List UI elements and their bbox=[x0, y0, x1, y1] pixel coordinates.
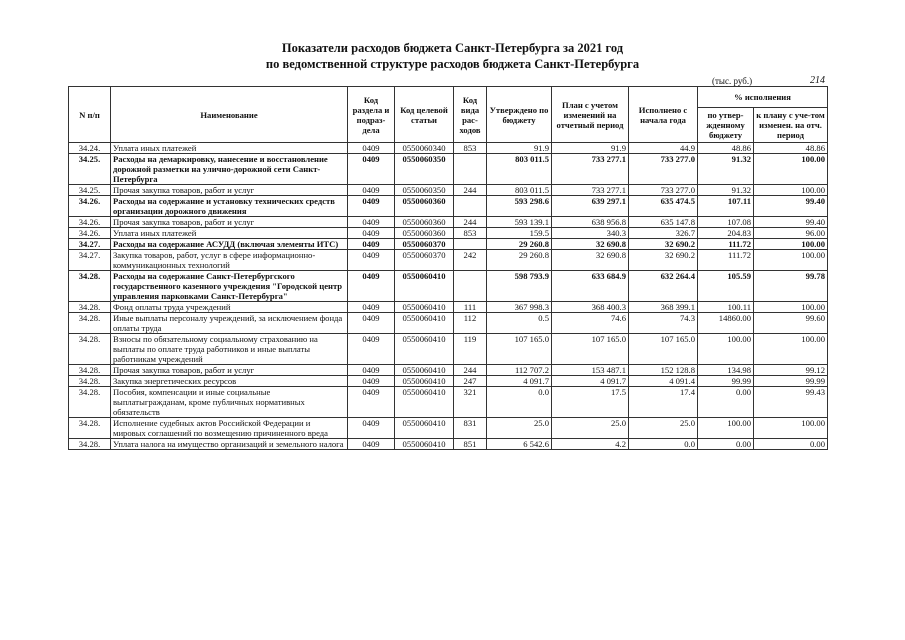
row-target-code: 0550060340 bbox=[395, 143, 454, 154]
row-pct-plan: 96.00 bbox=[754, 228, 828, 239]
row-pct-plan: 100.00 bbox=[754, 418, 828, 439]
row-pct-plan: 99.40 bbox=[754, 196, 828, 217]
col-header-plan: План с учетом изменений на отчетный период bbox=[552, 87, 629, 143]
row-pct-approved: 0.00 bbox=[698, 439, 754, 450]
row-pct-plan: 48.86 bbox=[754, 143, 828, 154]
row-pct-approved: 204.83 bbox=[698, 228, 754, 239]
row-pct-approved: 100.11 bbox=[698, 302, 754, 313]
row-section-code: 0409 bbox=[348, 365, 395, 376]
row-type-code: 851 bbox=[454, 439, 487, 450]
col-header-pct-plan: к плану с уче-том изменен. на отч. период bbox=[754, 108, 828, 143]
table-header bbox=[69, 87, 828, 143]
table-row bbox=[69, 271, 828, 302]
row-plan: 4 091.7 bbox=[552, 376, 629, 387]
row-pct-approved: 91.32 bbox=[698, 154, 754, 185]
row-executed: 733 277.0 bbox=[629, 154, 698, 185]
row-executed: 107 165.0 bbox=[629, 334, 698, 365]
row-pct-approved: 14860.00 bbox=[698, 313, 754, 334]
row-pct-approved: 100.00 bbox=[698, 418, 754, 439]
row-num: 34.28. bbox=[69, 271, 111, 302]
row-target-code: 0550060350 bbox=[395, 185, 454, 196]
row-target-code: 0550060360 bbox=[395, 217, 454, 228]
row-plan: 91.9 bbox=[552, 143, 629, 154]
row-approved: 112 707.2 bbox=[487, 365, 552, 376]
row-pct-plan: 100.00 bbox=[754, 250, 828, 271]
row-type-code: 244 bbox=[454, 217, 487, 228]
row-plan: 633 684.9 bbox=[552, 271, 629, 302]
row-plan: 32 690.8 bbox=[552, 250, 629, 271]
col-header-target: Код целевой статьи bbox=[395, 87, 454, 143]
row-num: 34.27. bbox=[69, 250, 111, 271]
row-type-code: 119 bbox=[454, 334, 487, 365]
row-approved: 0.0 bbox=[487, 387, 552, 418]
col-header-name: Наименование bbox=[111, 87, 348, 143]
row-pct-approved: 100.00 bbox=[698, 334, 754, 365]
row-num: 34.28. bbox=[69, 418, 111, 439]
row-section-code: 0409 bbox=[348, 196, 395, 217]
row-section-code: 0409 bbox=[348, 376, 395, 387]
row-plan: 32 690.8 bbox=[552, 239, 629, 250]
row-target-code: 0550060410 bbox=[395, 439, 454, 450]
row-name: Прочая закупка товаров, работ и услуг bbox=[111, 217, 348, 228]
row-executed: 326.7 bbox=[629, 228, 698, 239]
row-plan: 4.2 bbox=[552, 439, 629, 450]
row-num: 34.24. bbox=[69, 143, 111, 154]
row-executed: 632 264.4 bbox=[629, 271, 698, 302]
col-header-pct-group: % исполнения bbox=[698, 87, 828, 108]
row-name: Исполнение судебных актов Российской Федерации и мировых соглашений по возмещению причиненного вреда bbox=[111, 418, 348, 439]
row-num: 34.26. bbox=[69, 217, 111, 228]
row-section-code: 0409 bbox=[348, 418, 395, 439]
row-pct-approved: 111.72 bbox=[698, 250, 754, 271]
table-row bbox=[69, 217, 828, 228]
row-plan: 25.0 bbox=[552, 418, 629, 439]
row-name: Пособия, компенсации и иные социальные выплатыгражданам, кроме публичных нормативных обязательств bbox=[111, 387, 348, 418]
col-header-num: N п/п bbox=[69, 87, 111, 143]
row-executed: 152 128.8 bbox=[629, 365, 698, 376]
row-executed: 0.0 bbox=[629, 439, 698, 450]
row-target-code: 0550060410 bbox=[395, 334, 454, 365]
row-name: Закупка энергетических ресурсов bbox=[111, 376, 348, 387]
row-approved: 803 011.5 bbox=[487, 185, 552, 196]
row-pct-plan: 100.00 bbox=[754, 239, 828, 250]
row-executed: 17.4 bbox=[629, 387, 698, 418]
row-section-code: 0409 bbox=[348, 439, 395, 450]
row-executed: 635 147.8 bbox=[629, 217, 698, 228]
row-target-code: 0550060350 bbox=[395, 154, 454, 185]
row-approved: 803 011.5 bbox=[487, 154, 552, 185]
row-plan: 74.6 bbox=[552, 313, 629, 334]
table-row bbox=[69, 418, 828, 439]
row-approved: 159.5 bbox=[487, 228, 552, 239]
col-header-executed: Исполнено с начала года bbox=[629, 87, 698, 143]
row-type-code bbox=[454, 239, 487, 250]
row-name: Расходы на содержание АСУДД (включая элементы ИТС) bbox=[111, 239, 348, 250]
row-type-code: 242 bbox=[454, 250, 487, 271]
table-row bbox=[69, 387, 828, 418]
row-target-code: 0550060370 bbox=[395, 239, 454, 250]
row-num: 34.25. bbox=[69, 154, 111, 185]
row-approved: 4 091.7 bbox=[487, 376, 552, 387]
row-approved: 91.9 bbox=[487, 143, 552, 154]
row-section-code: 0409 bbox=[348, 228, 395, 239]
row-type-code: 321 bbox=[454, 387, 487, 418]
row-executed: 25.0 bbox=[629, 418, 698, 439]
row-pct-approved: 48.86 bbox=[698, 143, 754, 154]
table-row bbox=[69, 196, 828, 217]
col-header-approved: Утверждено по бюджету bbox=[487, 87, 552, 143]
row-approved: 593 139.1 bbox=[487, 217, 552, 228]
row-pct-plan: 100.00 bbox=[754, 154, 828, 185]
row-num: 34.28. bbox=[69, 313, 111, 334]
row-section-code: 0409 bbox=[348, 217, 395, 228]
row-name: Уплата иных платежей bbox=[111, 143, 348, 154]
row-pct-approved: 0.00 bbox=[698, 387, 754, 418]
row-plan: 107 165.0 bbox=[552, 334, 629, 365]
row-type-code: 244 bbox=[454, 365, 487, 376]
row-pct-plan: 0.00 bbox=[754, 439, 828, 450]
row-executed: 635 474.5 bbox=[629, 196, 698, 217]
row-approved: 0.5 bbox=[487, 313, 552, 334]
row-approved: 367 998.3 bbox=[487, 302, 552, 313]
table-row bbox=[69, 239, 828, 250]
row-target-code: 0550060410 bbox=[395, 387, 454, 418]
row-executed: 368 399.1 bbox=[629, 302, 698, 313]
row-name: Уплата налога на имущество организаций и земельного налога bbox=[111, 439, 348, 450]
row-num: 34.28. bbox=[69, 387, 111, 418]
row-plan: 638 956.8 bbox=[552, 217, 629, 228]
table-row bbox=[69, 143, 828, 154]
document-title: Показатели расходов бюджета Санкт-Петербурга за 2021 год bbox=[281, 41, 624, 55]
row-pct-approved: 134.98 bbox=[698, 365, 754, 376]
row-num: 34.28. bbox=[69, 439, 111, 450]
row-section-code: 0409 bbox=[348, 334, 395, 365]
row-target-code: 0550060410 bbox=[395, 376, 454, 387]
row-target-code: 0550060360 bbox=[395, 228, 454, 239]
row-name: Взносы по обязательному социальному страхованию на выплаты по оплате труда работников и иные выплаты работникам учреждений bbox=[111, 334, 348, 365]
row-section-code: 0409 bbox=[348, 271, 395, 302]
row-executed: 4 091.4 bbox=[629, 376, 698, 387]
col-header-section: Код раздела и подраз-дела bbox=[348, 87, 395, 143]
row-approved: 6 542.6 bbox=[487, 439, 552, 450]
row-pct-plan: 100.00 bbox=[754, 334, 828, 365]
col-header-type: Код вида рас-ходов bbox=[454, 87, 487, 143]
row-num: 34.26. bbox=[69, 228, 111, 239]
row-plan: 368 400.3 bbox=[552, 302, 629, 313]
table-row bbox=[69, 376, 828, 387]
page-number: 214 bbox=[810, 75, 825, 86]
row-type-code: 247 bbox=[454, 376, 487, 387]
row-section-code: 0409 bbox=[348, 143, 395, 154]
row-approved: 593 298.6 bbox=[487, 196, 552, 217]
table-row bbox=[69, 439, 828, 450]
row-num: 34.28. bbox=[69, 376, 111, 387]
row-plan: 340.3 bbox=[552, 228, 629, 239]
row-section-code: 0409 bbox=[348, 185, 395, 196]
row-name: Расходы на содержание и установку технических средств организации дорожного движения bbox=[111, 196, 348, 217]
row-section-code: 0409 bbox=[348, 239, 395, 250]
row-type-code bbox=[454, 271, 487, 302]
row-approved: 29 260.8 bbox=[487, 250, 552, 271]
row-pct-approved: 91.32 bbox=[698, 185, 754, 196]
row-executed: 74.3 bbox=[629, 313, 698, 334]
row-executed: 32 690.2 bbox=[629, 250, 698, 271]
row-name: Прочая закупка товаров, работ и услуг bbox=[111, 185, 348, 196]
row-section-code: 0409 bbox=[348, 313, 395, 334]
row-pct-approved: 105.59 bbox=[698, 271, 754, 302]
row-plan: 733 277.1 bbox=[552, 185, 629, 196]
row-type-code: 853 bbox=[454, 143, 487, 154]
row-num: 34.28. bbox=[69, 334, 111, 365]
row-section-code: 0409 bbox=[348, 302, 395, 313]
row-pct-plan: 99.78 bbox=[754, 271, 828, 302]
row-executed: 32 690.2 bbox=[629, 239, 698, 250]
row-plan: 733 277.1 bbox=[552, 154, 629, 185]
row-type-code bbox=[454, 196, 487, 217]
row-type-code: 853 bbox=[454, 228, 487, 239]
row-name: Уплата иных платежей bbox=[111, 228, 348, 239]
row-name: Прочая закупка товаров, работ и услуг bbox=[111, 365, 348, 376]
row-target-code: 0550060410 bbox=[395, 271, 454, 302]
row-pct-approved: 107.11 bbox=[698, 196, 754, 217]
row-approved: 25.0 bbox=[487, 418, 552, 439]
row-plan: 153 487.1 bbox=[552, 365, 629, 376]
row-target-code: 0550060370 bbox=[395, 250, 454, 271]
table-row bbox=[69, 313, 828, 334]
row-section-code: 0409 bbox=[348, 387, 395, 418]
row-pct-plan: 99.12 bbox=[754, 365, 828, 376]
row-pct-plan: 99.60 bbox=[754, 313, 828, 334]
row-approved: 107 165.0 bbox=[487, 334, 552, 365]
row-executed: 733 277.0 bbox=[629, 185, 698, 196]
table-body bbox=[69, 143, 828, 450]
row-pct-approved: 107.08 bbox=[698, 217, 754, 228]
table-row bbox=[69, 334, 828, 365]
row-target-code: 0550060410 bbox=[395, 313, 454, 334]
row-num: 34.28. bbox=[69, 365, 111, 376]
row-name: Расходы на демаркировку, нанесение и восстановление дорожной разметки на улично-дорожной сети Санкт-Петербурга bbox=[111, 154, 348, 185]
table-row bbox=[69, 365, 828, 376]
row-pct-plan: 100.00 bbox=[754, 185, 828, 196]
row-pct-plan: 100.00 bbox=[754, 302, 828, 313]
row-type-code: 112 bbox=[454, 313, 487, 334]
expenditure-table bbox=[68, 86, 828, 450]
row-type-code: 111 bbox=[454, 302, 487, 313]
row-name: Иные выплаты персоналу учреждений, за исключением фонда оплаты труда bbox=[111, 313, 348, 334]
table-row bbox=[69, 250, 828, 271]
col-header-pct-approved: по утвер-жденному бюджету bbox=[698, 108, 754, 143]
row-pct-plan: 99.40 bbox=[754, 217, 828, 228]
row-num: 34.26. bbox=[69, 196, 111, 217]
row-approved: 598 793.9 bbox=[487, 271, 552, 302]
row-type-code: 831 bbox=[454, 418, 487, 439]
row-name: Расходы на содержание Санкт-Петербургского государственного казенного учреждения "Городской центр управления парковками Санкт-Петербурга" bbox=[111, 271, 348, 302]
row-num: 34.27. bbox=[69, 239, 111, 250]
row-type-code bbox=[454, 154, 487, 185]
row-name: Закупка товаров, работ, услуг в сфере информационно-коммуникационных технологий bbox=[111, 250, 348, 271]
table-row bbox=[69, 154, 828, 185]
row-target-code: 0550060410 bbox=[395, 365, 454, 376]
row-pct-approved: 111.72 bbox=[698, 239, 754, 250]
row-type-code: 244 bbox=[454, 185, 487, 196]
row-plan: 17.5 bbox=[552, 387, 629, 418]
row-pct-approved: 99.99 bbox=[698, 376, 754, 387]
row-plan: 639 297.1 bbox=[552, 196, 629, 217]
row-approved: 29 260.8 bbox=[487, 239, 552, 250]
row-executed: 44.9 bbox=[629, 143, 698, 154]
units-label: (тыс. руб.) bbox=[712, 76, 753, 86]
table-row bbox=[69, 228, 828, 239]
row-target-code: 0550060410 bbox=[395, 418, 454, 439]
row-pct-plan: 99.99 bbox=[754, 376, 828, 387]
row-name: Фонд оплаты труда учреждений bbox=[111, 302, 348, 313]
row-num: 34.25. bbox=[69, 185, 111, 196]
row-section-code: 0409 bbox=[348, 250, 395, 271]
row-num: 34.28. bbox=[69, 302, 111, 313]
row-section-code: 0409 bbox=[348, 154, 395, 185]
row-target-code: 0550060410 bbox=[395, 302, 454, 313]
table-row bbox=[69, 302, 828, 313]
row-pct-plan: 99.43 bbox=[754, 387, 828, 418]
row-target-code: 0550060360 bbox=[395, 196, 454, 217]
document-subtitle: по ведомственной структуре расходов бюджета Санкт-Петербурга bbox=[265, 57, 640, 71]
table-row bbox=[69, 185, 828, 196]
